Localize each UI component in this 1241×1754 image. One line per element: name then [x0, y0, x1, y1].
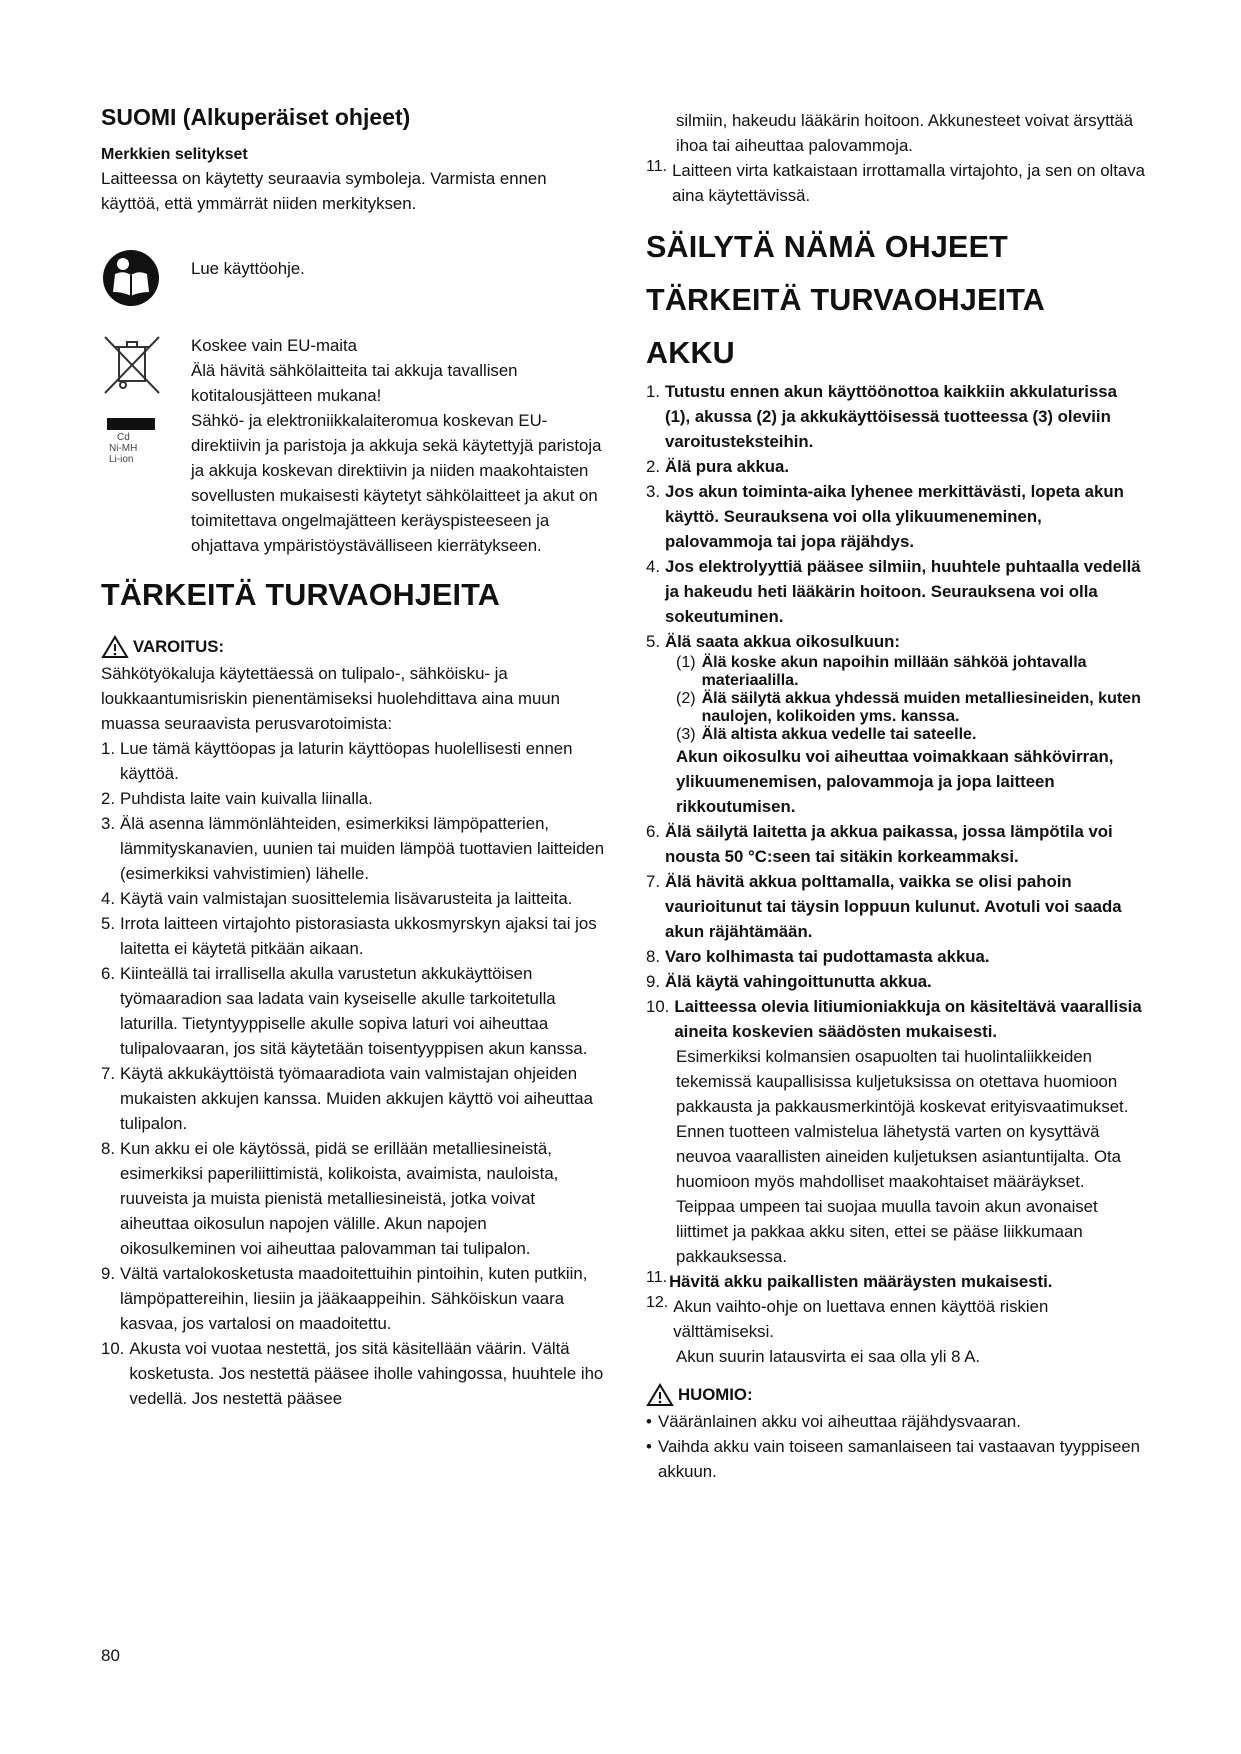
item-text: Laitteen virta katkaistaan irrottamalla virtajohto, ja sen on oltava aina käytettävissä.: [672, 161, 1145, 205]
sub-item: [676, 654, 1146, 690]
item-text: Akun vaihto-ohje on luettava ennen käyttöä riskien välttämiseksi.: [673, 1297, 1049, 1341]
item-text: Käytä akkukäyttöistä työmaaradiota vain valmistajan ohjeiden mukaisten akkujen kanssa. Muiden akkujen käyttö voi aiheuttaa tulipalon.: [120, 1064, 593, 1133]
list-item: [101, 911, 606, 961]
item-10-continued: silmiin, hakeudu lääkärin hoitoon. Akkunesteet voivat ärsyttää ihoa tai aiheuttaa palovammoja.: [676, 111, 1134, 155]
list-item: [646, 969, 1146, 994]
page-number: 80: [101, 1646, 120, 1665]
sub-list: [646, 654, 1146, 744]
eu-line-3: Sähkö- ja elektroniikkalaiteromua koskevan EU-direktiivin ja paristoja ja akkuja sekä käytettyjä paristoja ja akkuja koskevan direktiivin ja niiden maakohtaisten sovellusten mukaisesti käytetyt sähkölaitteet ja akut on toimitettava ongelmajätteen keräyspisteeseen ja ohjattava ympäristöystävälliseen kierrätykseen.: [191, 411, 602, 555]
item-text: Kiinteällä tai irrallisella akulla varustetun akkukäyttöisen työmaaradion saa ladata vain kyseiselle akulle tarkoitetulla laturilla. Tietyntyyppiselle akulle sopiva laturi voi aiheuttaa tulipalovaaran, jos sitä käytetään toisentyyppisen akun kanssa.: [120, 964, 588, 1058]
item-text: Varo kolhimasta tai pudottamasta akkua.: [665, 947, 990, 966]
item-text: Älä säilytä laitetta ja akkua paikassa, jossa lämpötila voi nousta 50 °C:seen tai sitäkin korkeammaksi.: [665, 822, 1113, 866]
item-text: Hävitä akku paikallisten määräysten mukaisesti.: [669, 1272, 1053, 1291]
sub-item-text: Älä säilytä akkua yhdessä muiden metalliesineiden, kuten naulojen, kolikoiden yms. kanssa.: [701, 690, 1141, 725]
item-text: Irrota laitteen virtajohto pistorasiasta ukkosmyrskyn ajaksi tai jos laitetta ei käytetä pitkään aikaan.: [120, 914, 597, 958]
item-number: 12.: [646, 1294, 669, 1311]
list-item: [646, 1294, 1146, 1344]
list-item: [646, 869, 1146, 944]
item-text: Lue tämä käyttöopas ja laturin käyttöopas huolellisesti ennen käyttöä.: [120, 739, 573, 783]
sub-item-text: Älä koske akun napoihin millään sähköä johtavalla materiaalilla.: [701, 654, 1087, 689]
sub-item: [676, 726, 1146, 744]
weee-symbol: [101, 333, 191, 465]
item-number: 6.: [646, 822, 660, 841]
item-number: 7.: [101, 1064, 115, 1083]
list-item: [101, 1261, 606, 1336]
list-item: [646, 454, 1146, 479]
warning-label: VAROITUS:: [133, 637, 225, 656]
sub-item-number: (1): [676, 654, 696, 671]
symbols-intro: Laitteessa on käytetty seuraavia symboleja. Varmista ennen käyttöä, että ymmärrät niiden merkityksen.: [101, 169, 547, 213]
warning-triangle-icon: [646, 1383, 674, 1407]
page-title: SUOMI (Alkuperäiset ohjeet): [101, 104, 411, 130]
notice-header: [646, 1383, 1146, 1407]
symbol-row-manual: [101, 248, 606, 313]
item-number: 3.: [101, 814, 115, 833]
item-text: Laitteessa olevia litiumioniakkuja on käsiteltävä vaarallisia aineita koskevien säädösten mukaisesti.: [674, 997, 1142, 1041]
warning-header: [101, 635, 606, 659]
symbols-heading: Merkkien selitykset: [101, 146, 248, 163]
item-text: Vältä vartalokosketusta maadoitettuihin pintoihin, kuten putkiin, lämpöpattereihin, liesiin ja jääkaappeihin. Sähköiskun vaara kasvaa, jos vartalosi on maadoitettu.: [120, 1264, 588, 1333]
item-text: Älä saata akkua oikosulkuun:: [665, 632, 901, 651]
item-text: Käytä vain valmistajan suosittelemia lisävarusteita ja laitteita.: [120, 889, 573, 908]
item-text: Akusta voi vuotaa nestettä, jos sitä käsitellään väärin. Vältä kosketusta. Jos nestettä pääsee iholle vahingossa, huuhtele iho vedellä. Jos nestettä pääsee: [129, 1339, 604, 1408]
list-item: [646, 379, 1146, 454]
item-text: Tutustu ennen akun käyttöönottoa kaikkiin akkulaturissa (1), akussa (2) ja akkukäyttöisessä tuotteessa (3) oleviin varoitusteksteihin.: [665, 382, 1117, 451]
item-number: 10.: [646, 997, 670, 1016]
item-number: 3.: [646, 482, 660, 501]
item-text: Kun akku ei ole käytössä, pidä se erillään metalliesineistä, esimerkiksi paperiliittimistä, kolikoista, avaimista, nauloista, ruuveista ja muista pienistä metalliesineistä, jotka voivat aiheuttaa oikosulun napojen välille. Akun napojen oikosulkeminen voi aiheuttaa palovamman tai tulipalon.: [120, 1139, 559, 1258]
list-item: [646, 944, 1146, 969]
left-column: [101, 104, 606, 1411]
sub-item: [676, 690, 1146, 726]
eu-line-2: Älä hävitä sähkölaitteita tai akkuja tavallisen kotitalousjätteen mukana!: [191, 361, 518, 405]
list-item: [646, 554, 1146, 629]
item-number: 6.: [101, 964, 115, 983]
list-item: [646, 629, 1146, 654]
list-item: [101, 786, 606, 811]
notice-label: HUOMIO:: [678, 1385, 753, 1404]
keep-instructions-heading: SÄILYTÄ NÄMÄ OHJEET: [646, 230, 1008, 264]
item-number: 8.: [101, 1139, 115, 1158]
crossed-bin-icon: [101, 333, 165, 403]
item-number: 8.: [646, 947, 660, 966]
item-text: Älä asenna lämmönlähteiden, esimerkiksi lämpöpatterien, lämmityskanavien, uunien tai muiden lämpöä tuottavien laitteiden (esimerkiksi vahvistimien) lähelle.: [120, 814, 605, 883]
item-text: Jos akun toiminta-aika lyhenee merkittävästi, lopeta akun käyttö. Seurauksena voi olla ylikuumeneminen, palovammoja tai jopa räjähdys.: [665, 482, 1124, 551]
read-manual-icon: [101, 248, 191, 313]
battery-chemistry-labels: [109, 432, 191, 465]
eu-line-1: Koskee vain EU-maita: [191, 336, 358, 355]
item-number: 2.: [101, 789, 115, 808]
item-text: Puhdista laite vain kuivalla liinalla.: [120, 789, 373, 808]
notice-bullet-text: Vaihda akku vain toiseen samanlaiseen tai vastaavan tyyppiseen akkuun.: [658, 1437, 1140, 1481]
item-number: 11.: [646, 1269, 668, 1286]
list-item: [646, 819, 1146, 869]
list-item: [101, 1136, 606, 1261]
battery-list: [646, 379, 1146, 654]
list-item: [646, 994, 1146, 1044]
item-number: 5.: [646, 632, 660, 651]
item-number: 1.: [646, 382, 660, 401]
item-number: 7.: [646, 872, 660, 891]
notice-bullet: • Vaihda akku vain toiseen samanlaiseen tai vastaavan tyyppiseen akkuun.: [646, 1434, 1146, 1484]
symbol-row-eu: [101, 333, 606, 558]
warning-triangle-icon: [101, 635, 129, 659]
item-12-tail: Akun suurin latausvirta ei saa olla yli 8 A.: [676, 1347, 981, 1366]
item-number: 9.: [101, 1264, 115, 1283]
item-10-para-2: Ennen tuotteen valmistelua lähetystä varten on kysyttävä neuvoa vaarallisten aineiden kuljetuksen asiantuntijalta. Ota huomioon myös mahdolliset maakohtaiset määräykset.: [676, 1122, 1121, 1191]
list-item: [646, 1269, 1146, 1294]
label-cd: Cd: [117, 432, 130, 443]
label-nimh: Ni-MH: [109, 443, 138, 454]
sub-item-text: Älä altista akkua vedelle tai sateelle.: [701, 726, 977, 743]
item-text: Jos elektrolyyttiä pääsee silmiin, huuhtele puhtaalla vedellä ja hakeudu heti lääkärin hoitoon. Seurauksena voi olla sokeutuminen.: [665, 557, 1141, 626]
list-item: [646, 158, 1146, 208]
safety-heading-right: TÄRKEITÄ TURVAOHJEITA: [646, 283, 1046, 317]
label-liion: Li-ion: [109, 454, 134, 465]
item-text: Älä käytä vahingoittunutta akkua.: [665, 972, 932, 991]
item-number: 1.: [101, 739, 115, 758]
item-text: Älä hävitä akkua polttamalla, vaikka se olisi pahoin vaurioitunut tai täysin loppuun kulunut. Avotuli voi saada akun räjähtämään.: [665, 872, 1122, 941]
notice-bullet: • Vääränlainen akku voi aiheuttaa räjähdysvaaran.: [646, 1409, 1146, 1434]
item-number: 2.: [646, 457, 660, 476]
list-item: [101, 961, 606, 1061]
notice-bullet-text: Vääränlainen akku voi aiheuttaa räjähdysvaaran.: [658, 1412, 1021, 1431]
battery-heading: AKKU: [646, 336, 735, 370]
warning-intro: Sähkötyökaluja käytettäessä on tulipalo-, sähköisku- ja loukkaantumisriskin pienentämiseksi huolehdittava aina muun muassa seuraavista perusvarotoimista:: [101, 664, 560, 733]
item-number: 4.: [101, 889, 115, 908]
item-number: 11.: [646, 158, 668, 175]
list-item: [101, 736, 606, 786]
item-10-para-1: Esimerkiksi kolmansien osapuolten tai huolintaliikkeiden tekemissä kaupallisissa kuljetuksissa on otettava huomioon pakkausta ja pakkausmerkintöjä koskevat erityisvaatimukset.: [676, 1047, 1129, 1116]
item-text: Älä pura akkua.: [665, 457, 790, 476]
item-number: 5.: [101, 914, 115, 933]
item-5-tail: Akun oikosulku voi aiheuttaa voimakkaan sähkövirran, ylikuumenemisen, palovammoja ja jopa laitteen rikkoutumisen.: [676, 747, 1114, 816]
list-item: [646, 479, 1146, 554]
battery-list-2: [646, 819, 1146, 1044]
safety-list: [101, 736, 606, 1411]
sub-item-number: (3): [676, 726, 696, 743]
item-10-para-3: Teippaa umpeen tai suojaa muulla tavoin akun avonaiset liittimet ja pakkaa akku siten, ettei se pääse liikkumaan pakkauksessa.: [676, 1197, 1098, 1266]
item-number: 9.: [646, 972, 660, 991]
list-item: [101, 811, 606, 886]
list-item: [101, 1061, 606, 1136]
right-column: [646, 108, 1146, 1484]
list-item: [101, 886, 606, 911]
sub-item-number: (2): [676, 690, 696, 707]
safety-heading: TÄRKEITÄ TURVAOHJEITA: [101, 578, 501, 612]
black-bar: [107, 418, 155, 430]
item-number: 4.: [646, 557, 660, 576]
symbol-manual-text: Lue käyttöohje.: [191, 259, 305, 278]
item-number: 10.: [101, 1339, 125, 1358]
list-item: [101, 1336, 606, 1411]
